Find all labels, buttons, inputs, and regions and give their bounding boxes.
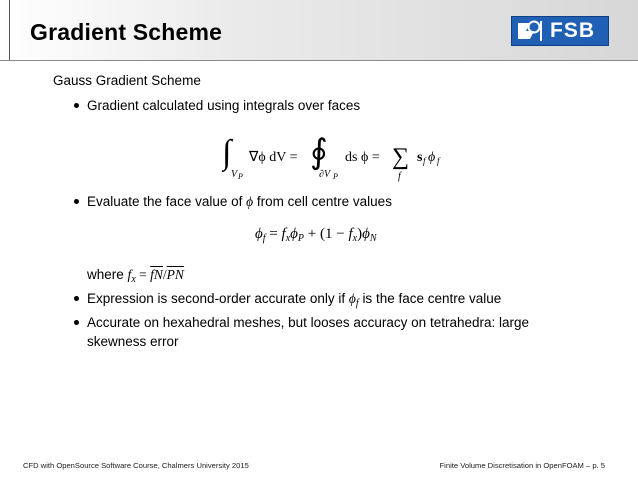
fsb-logo-icon bbox=[512, 17, 546, 45]
where-clause bbox=[87, 267, 184, 285]
gauss-integral-equation bbox=[222, 131, 452, 183]
footer-course: CFD with OpenSource Software Course, Chalmers University 2015 bbox=[23, 461, 249, 470]
bullet-second-order-tail: is the face centre value bbox=[362, 291, 502, 306]
fsb-logo bbox=[511, 16, 609, 46]
bullet-second-order bbox=[87, 289, 501, 313]
logo-text: FSB bbox=[550, 19, 595, 42]
bullet-accuracy-text: Accurate on hexahedral meshes, but looses accuracy on tetrahedra: large skewness error bbox=[87, 315, 530, 349]
surface-term: ds ϕ = bbox=[345, 150, 380, 165]
bullet-gradient-text: Gradient calculated using integrals over faces bbox=[87, 98, 361, 113]
slide-header bbox=[0, 0, 638, 61]
header-divider bbox=[9, 0, 10, 60]
bullet-face-value-text: Evaluate the face value of bbox=[87, 194, 243, 209]
bullet-accuracy bbox=[87, 313, 547, 351]
gradient-term: ∇ϕ dV = bbox=[249, 150, 298, 165]
slide-content bbox=[0, 61, 638, 461]
surface-subscript: ∂V bbox=[319, 169, 331, 180]
sum-sign: ∑ bbox=[392, 144, 410, 170]
surface-integral-sign: ∮ bbox=[310, 134, 328, 171]
phi-f-symbol: $\phi_f$ bbox=[348, 291, 359, 309]
sum-subscript: f bbox=[398, 171, 401, 182]
volume-integral-sign: ∫ bbox=[222, 134, 232, 171]
sum-term-s: s bbox=[417, 150, 423, 165]
bullet-face-value bbox=[87, 192, 392, 211]
volume-subscript: V bbox=[231, 169, 238, 180]
interpolation-equation: $\phi_f = f_x\phi_P + (1 - f_x)\phi_N$ bbox=[255, 226, 377, 244]
sum-term-sub: f bbox=[423, 156, 426, 166]
where-label: where bbox=[87, 267, 124, 282]
sum-term-phi: ϕ bbox=[428, 150, 436, 165]
volume-subscript-p: P bbox=[238, 172, 243, 181]
where-expression: $f_x = \overline{fN}/\overline{PN}$ bbox=[127, 267, 184, 285]
sum-term-phi-sub: f bbox=[437, 156, 440, 166]
footer-page: Finite Volume Discretisation in OpenFOAM – p. 5 bbox=[439, 461, 605, 470]
bullet-gradient bbox=[87, 96, 360, 115]
page-title: Gradient Scheme bbox=[30, 19, 223, 45]
bullet-second-order-text: Expression is second-order accurate only if bbox=[87, 291, 346, 306]
phi-symbol: ϕ bbox=[246, 194, 254, 209]
section-title: Gauss Gradient Scheme bbox=[53, 73, 201, 88]
surface-subscript-p: P bbox=[333, 172, 338, 181]
bullet-face-value-tail: from cell centre values bbox=[256, 194, 392, 209]
